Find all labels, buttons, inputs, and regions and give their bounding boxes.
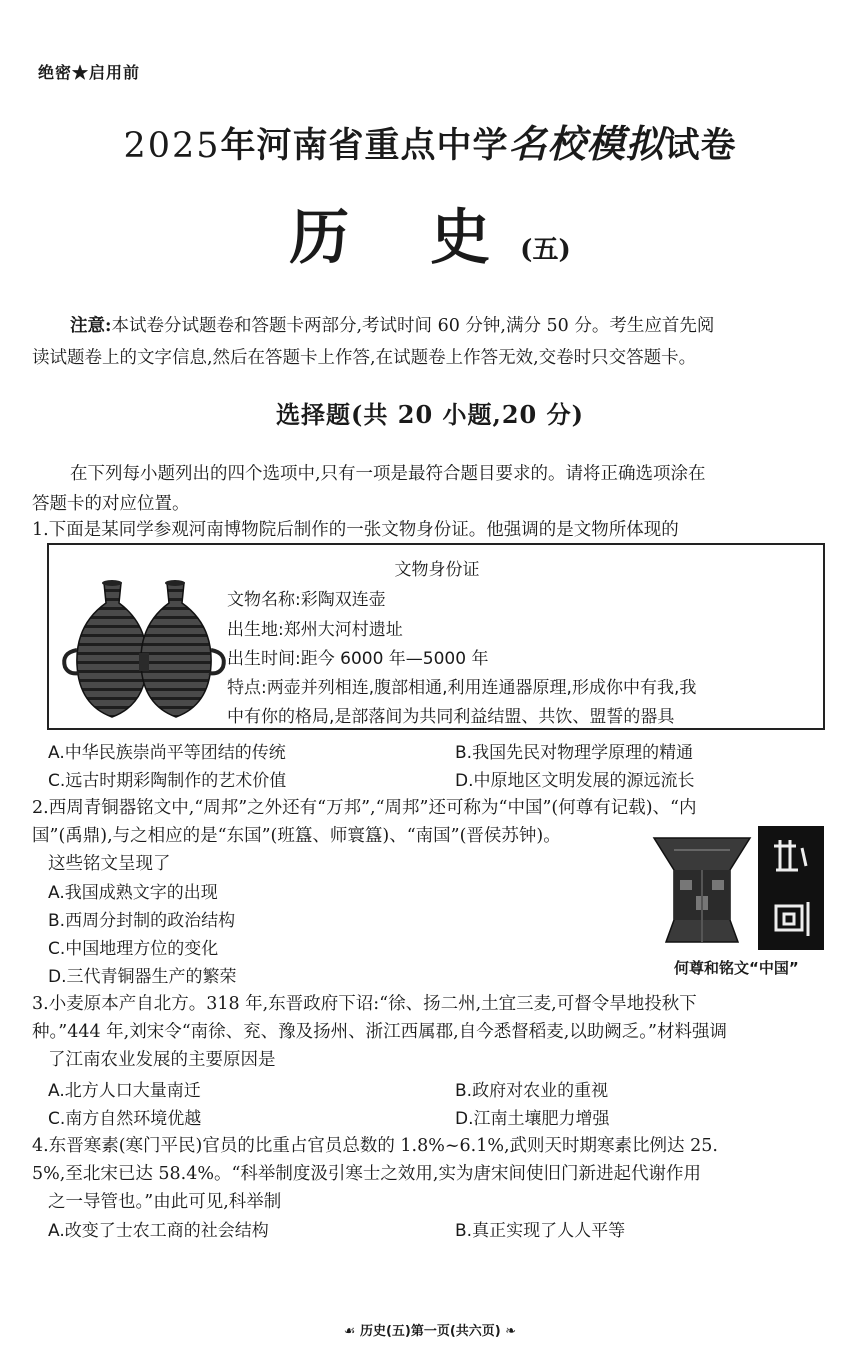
q4-stem-1: 4.东晋寒素(寒门平民)官员的比重占官员总数的 1.8%~6.1%,武则天时期寒素比例达 25. (32, 1136, 718, 1156)
title-brush-text: 名校模拟 (508, 121, 665, 166)
q2-option-c[interactable]: C.中国地理方位的变化 (48, 939, 219, 959)
q2-option-b[interactable]: B.西周分封制的政治结构 (48, 911, 236, 931)
card-title: 文物身份证 (394, 560, 480, 580)
q1-option-a[interactable]: A.中华民族崇尚平等团结的传统 (48, 743, 286, 763)
card-birthplace: 出生地:郑州大河村遗址 (227, 620, 403, 640)
footer-text: 历史(五)第一页(共六页) (359, 1324, 501, 1339)
q3-stem-3: 了江南农业发展的主要原因是 (48, 1050, 276, 1070)
q3-option-d[interactable]: D.江南土壤肥力增强 (455, 1109, 610, 1129)
notice-line2: 读试题卷上的文字信息,然后在答题卡上作答,在试题卷上作答无效,交卷时只交答题卡。 (32, 348, 697, 368)
q2-stem-3: 这些铭文呈现了 (48, 854, 171, 874)
q1-option-b[interactable]: B.我国先民对物理学原理的精通 (455, 743, 694, 763)
footer-ornament-left-icon: ☙ (343, 1324, 360, 1339)
card-artifact-name: 文物名称:彩陶双连壶 (227, 590, 386, 610)
title-year: 2025 (123, 126, 221, 166)
subject-name: 历 史 (289, 203, 521, 273)
card-feature-2: 中有你的格局,是部落间为共同利益结盟、共饮、盟誓的器具 (227, 707, 675, 727)
notice-lead: 注意: (70, 316, 112, 336)
page-footer (0, 1320, 860, 1339)
footer-ornament-right-icon: ❧ (500, 1324, 517, 1339)
q3-option-a[interactable]: A.北方人口大量南迁 (48, 1081, 201, 1101)
he-zun-vessel-image (652, 830, 752, 950)
exam-title (0, 113, 860, 168)
notice-line1: 本试卷分试题卷和答题卡两部分,考试时间 60 分钟,满分 50 分。考生应首先阅 (111, 316, 715, 336)
artifact-id-card (47, 543, 825, 730)
title-part2: 试卷 (664, 125, 737, 166)
q2-option-d[interactable]: D.三代青铜器生产的繁荣 (48, 967, 237, 987)
notice (32, 310, 830, 374)
q3-option-c[interactable]: C.南方自然环境优越 (48, 1109, 202, 1129)
q4-stem-3: 之一导管也。”由此可见,科举制 (48, 1192, 282, 1212)
q3-option-b[interactable]: B.政府对农业的重视 (455, 1081, 609, 1101)
q2-stem-2: 国”(禹鼎),与之相应的是“东国”(班簋、师寰簋)、“南国”(晋侯苏钟)。 (32, 826, 561, 846)
section-title: 选择题(共 20 小题,20 分) (276, 400, 584, 429)
secret-mark: 绝密★启用前 (38, 63, 141, 82)
q4-option-b[interactable]: B.真正实现了人人平等 (455, 1221, 626, 1241)
subject-title (0, 190, 860, 276)
title-part1: 年河南省重点中学 (220, 125, 509, 166)
section-instruction-2: 答题卡的对应位置。 (32, 494, 190, 514)
inscription-zhongguo-image (758, 826, 824, 950)
inscription-glyph-icon (758, 826, 824, 950)
q4-stem-2: 5%,至北宋已达 58.4%。“科举制度汲引寒士之效用,实为唐宋间使旧门新进起代谢作用 (32, 1164, 701, 1184)
card-birthtime: 出生时间:距今 6000 年—5000 年 (227, 649, 489, 669)
q1-option-c[interactable]: C.远古时期彩陶制作的艺术价值 (48, 771, 287, 791)
q4-option-a[interactable]: A.改变了士农工商的社会结构 (48, 1221, 269, 1241)
q2-image-caption: 何尊和铭文“中国” (674, 959, 799, 977)
volume-number: (五) (520, 235, 571, 265)
q2-option-a[interactable]: A.我国成熟文字的出现 (48, 883, 218, 903)
double-pot-image (59, 575, 249, 723)
q2-stem-1: 2.西周青铜器铭文中,“周邦”之外还有“万邦”,“周邦”还可称为“中国”(何尊有记载)、“内 (32, 798, 697, 818)
q1-option-d[interactable]: D.中原地区文明发展的源远流长 (455, 771, 695, 791)
q1-stem: 1.下面是某同学参观河南博物院后制作的一张文物身份证。他强调的是文物所体现的 (32, 520, 679, 540)
section-instruction-1: 在下列每小题列出的四个选项中,只有一项是最符合题目要求的。请将正确选项涂在 (70, 464, 706, 484)
q3-stem-2: 种。”444 年,刘宋令“南徐、兖、豫及扬州、浙江西属郡,自今悉督稻麦,以助阙乏。”材料强调 (32, 1022, 727, 1042)
q3-stem-1: 3.小麦原本产自北方。318 年,东晋政府下诏:“徐、扬二州,土宜三麦,可督令旱地投秋下 (32, 994, 697, 1014)
card-feature-1: 特点:两壶并列相连,腹部相通,利用连通器原理,形成你中有我,我 (227, 678, 697, 698)
